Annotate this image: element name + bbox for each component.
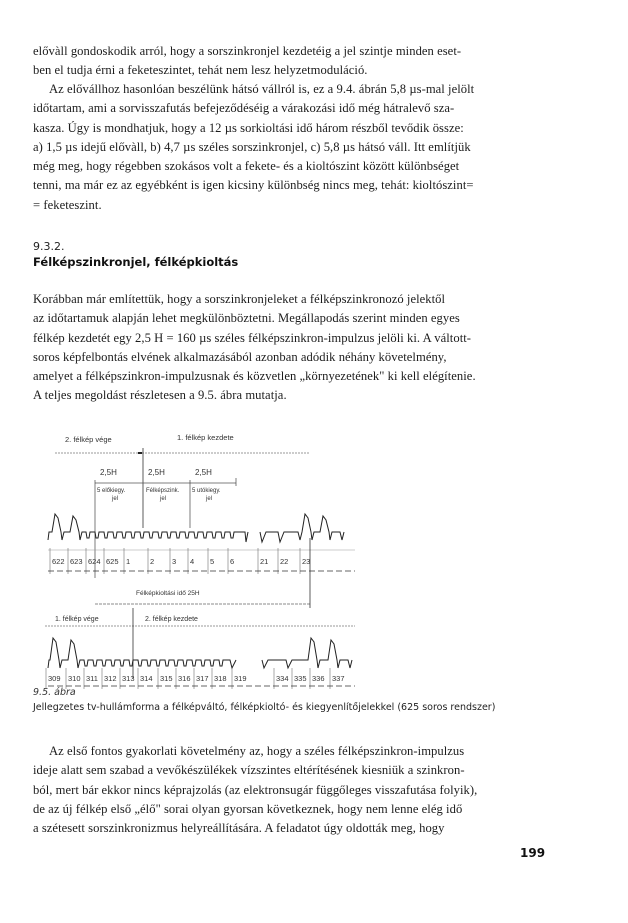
line-number-label: 22 (280, 557, 289, 566)
waveform-diagram (40, 428, 370, 690)
line-number-label: 311 (86, 674, 98, 683)
label-field2-start: 2. félkép kezdete (145, 616, 198, 623)
text-line: tenni, ma már ez az egyébként is igen kicsiny különbség nincs meg, tehát: kioltószint= (33, 178, 474, 193)
line-number-label: 6 (230, 557, 235, 566)
line-number-label: 317 (196, 674, 209, 683)
text-line: de az új félkép első „élő" sorai olyan gyorsan következnek, hogy nem lenne elég idő (33, 801, 463, 816)
figure-number: 9.5. ábra (33, 687, 76, 698)
line-number-label: 21 (260, 557, 269, 566)
line-number-label: 318 (214, 674, 227, 683)
line-number-label: 316 (178, 674, 191, 683)
text-line: ideje alatt sem szabad a vevőkészülékek vízszintes eltérítésének kiesniük a szinkron- (33, 763, 465, 778)
text-line: = feketeszint. (33, 197, 102, 212)
line-number-label: 312 (104, 674, 117, 683)
text-line: elővàll gondoskodik arról, hogy a sorszinkronjel kezdetéig a jel szintje minden eset- (33, 44, 462, 58)
text-line: soros képfelbontás elvének alkalmazásából azonban adódik néhány követelmény, (33, 349, 447, 364)
line-number-label: 309 (48, 674, 61, 683)
label-post-equalizing: 5 utókiegy. (192, 488, 221, 494)
text-line: Az első fontos gyakorlati követelmény az, hogy a széles félképszinkron-impulzus (49, 744, 465, 758)
line-number-label: 336 (312, 674, 325, 683)
text-line: amelyet a félképszinkron-impulzusnak és közvetlen „környezetének" ki kell elégítenie. (33, 369, 476, 384)
span-label: 2,5H (100, 468, 117, 477)
label-pre-equalizing-2: jel (112, 496, 119, 502)
line-number-label: 23 (302, 557, 311, 566)
text-line: ben el tudja érni a feketeszintet, tehát nem lesz helyzetmoduláció. (33, 63, 368, 78)
text-line: A teljes megoldást részletesen a 9.5. ábra mutatja. (33, 388, 287, 403)
paragraph-back-porch (33, 80, 563, 215)
line-number-label: 622 (52, 557, 65, 566)
text-line: Korábban már említettük, hogy a sorszinkronjeleket a félképszinkronozó jelektől (33, 292, 446, 306)
line-number-label: 334 (276, 674, 289, 683)
span-label: 2,5H (195, 468, 212, 477)
text-line: az időtartamuk alapján lehet megkülönböztetni. Megállapodás szerint minden egyes (33, 311, 460, 326)
text-line: félkép kezdetét egy 2,5 H = 160 µs széles félképszinkron-impulzus jelöli ki. A váltott- (33, 330, 472, 345)
line-number-label: 310 (68, 674, 81, 683)
text-line: ból, mert bár ekkor nincs képrajzolás (az elektronsugár függőleges visszafutása folyik), (33, 782, 478, 797)
paragraph-intro (33, 42, 563, 81)
paragraph-requirement (33, 742, 563, 838)
line-number-label: 623 (70, 557, 83, 566)
span-label: 2,5H (148, 468, 165, 477)
line-number-label: 1 (126, 557, 131, 566)
line-number-label: 337 (332, 674, 345, 683)
line-number-label: 625 (106, 557, 119, 566)
top-line-numbers (50, 548, 310, 574)
waveform-top (48, 514, 344, 542)
text-line: Az elővállhoz hasonlóan beszélünk hátsó vállról is, ez a 9.4. ábrán 5,8 µs-mal jelölt (49, 82, 475, 96)
line-number-label: 624 (88, 557, 101, 566)
text-line: még meg, hogy régebben szokásos volt a fekete- és a kioltószint között különbséget (33, 159, 460, 174)
line-number-label: 314 (140, 674, 153, 683)
label-field1-start: 1. félkép kezdete (177, 433, 234, 442)
line-number-label: 3 (172, 557, 177, 566)
label-vsync: Félképszink. (146, 488, 180, 494)
text-line: kasza. Úgy is mondhatjuk, hogy a 12 µs sorkioltási idő három részből tevődik össze: (33, 120, 464, 135)
paragraph-field-sync (33, 290, 563, 406)
label-vsync-2: jel (160, 496, 167, 502)
line-number-label: 335 (294, 674, 307, 683)
section-title: Félképszinkronjel, félképkioltás (33, 255, 239, 269)
line-number-label: 319 (234, 674, 247, 683)
section-number: 9.3.2. (33, 240, 65, 253)
line-number-label: 2 (150, 557, 155, 566)
text-line: a) 1,5 µs idejű elővàll, b) 4,7 µs széles sorszinkronjel, c) 5,8 µs hátsó váll. Itt említjük (33, 139, 471, 154)
line-number-label: 313 (122, 674, 135, 683)
line-number-label: 4 (190, 557, 195, 566)
label-post-equalizing-2: jel (206, 496, 213, 502)
label-blanking: Félképkioltási idő 25H (136, 590, 200, 597)
text-line: a szétesett sorszinkronizmus helyreállítására. A feladatot úgy oldották meg, hogy (33, 821, 445, 836)
waveform-bottom (48, 638, 352, 668)
label-pre-equalizing: 5 előkiegy. (97, 488, 126, 494)
text-line: időtartam, ami a sorvisszafutás befejeződéséig a várakozási idő még hátralevő sza- (33, 101, 455, 116)
label-field2-end: 2. félkép vége (65, 435, 112, 444)
page-number: 199 (520, 846, 546, 860)
line-number-label: 315 (160, 674, 173, 683)
line-number-label: 5 (210, 557, 215, 566)
figure-waveform (40, 428, 370, 690)
figure-caption: Jellegzetes tv-hullámforma a félképváltó, félképkioltó- és kiegyenlítőjelekkel (625 soros rendszer) (33, 702, 496, 713)
label-field1-end: 1. félkép vége (55, 616, 99, 623)
